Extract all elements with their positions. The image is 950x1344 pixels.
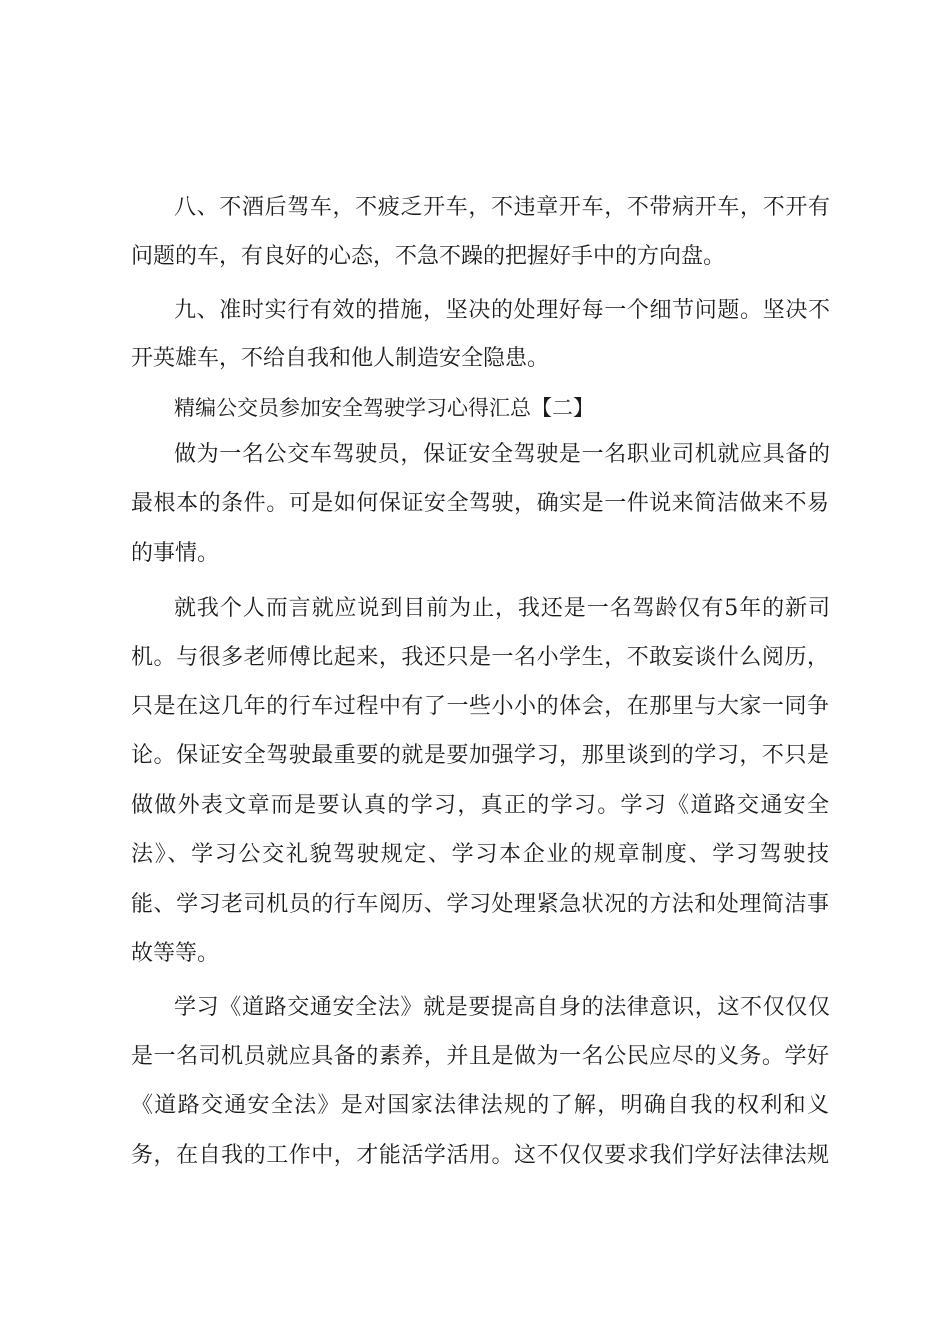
personal-line-1: 就我个人而言就应说到目前为止，我还是一名驾龄仅有5年的新司 — [174, 596, 830, 621]
paragraph-9-line-2: 开英雄车，不给自我和他人制造安全隐患。 — [131, 346, 550, 371]
personal-line-2: 机。与很多老师傅比起来，我还只是一名小学生，不敢妄谈什么阅历， — [131, 645, 829, 670]
intro-line-3: 的事情。 — [131, 541, 220, 566]
intro-line-2: 最根本的条件。可是如何保证安全驾驶，确实是一件说来简洁做来不易 — [131, 491, 829, 516]
paragraph-8-line-2: 问题的车，有良好的心态，不急不躁的把握好手中的方向盘。 — [131, 244, 726, 269]
paragraph-8-line-1: 八、不酒后驾车，不疲乏开车，不违章开车，不带病开车，不开有 — [174, 195, 830, 220]
law-line-4: 务，在自我的工作中，才能活学活用。这不仅仅要求我们学好法律法规 — [131, 1143, 829, 1168]
paragraph-9-line-1: 九、准时实行有效的措施，坚决的处理好每一个细节问题。坚决不 — [174, 298, 830, 323]
section-heading: 精编公交员参加安全驾驶学习心得汇总【二】 — [174, 396, 594, 420]
personal-line-3: 只是在这几年的行车过程中有了一些小小的体会，在那里与大家一同争 — [131, 694, 829, 719]
personal-line-6: 法》、学习公交礼貌驾驶规定、学习本企业的规章制度、学习驾驶技 — [131, 842, 829, 867]
personal-line-8: 故等等。 — [131, 941, 220, 966]
personal-line-5: 做做外表文章而是要认真的学习，真正的学习。学习《道路交通安全 — [131, 793, 829, 818]
personal-line-4: 论。保证安全驾驶最重要的就是要加强学习，那里谈到的学习，不只是 — [131, 743, 829, 768]
law-line-3: 《道路交通安全法》是对国家法律法规的了解，明确自我的权利和义 — [131, 1093, 829, 1118]
personal-line-7: 能、学习老司机员的行车阅历、学习处理紧急状况的方法和处理简洁事 — [131, 892, 829, 917]
law-line-1: 学习《道路交通安全法》就是要提高自身的法律意识，这不仅仅仅 — [174, 995, 830, 1020]
law-line-2: 是一名司机员就应具备的素养，并且是做为一名公民应尽的义务。学好 — [131, 1044, 829, 1069]
intro-line-1: 做为一名公交车驾驶员，保证安全驾驶是一名职业司机就应具备的 — [174, 442, 830, 467]
